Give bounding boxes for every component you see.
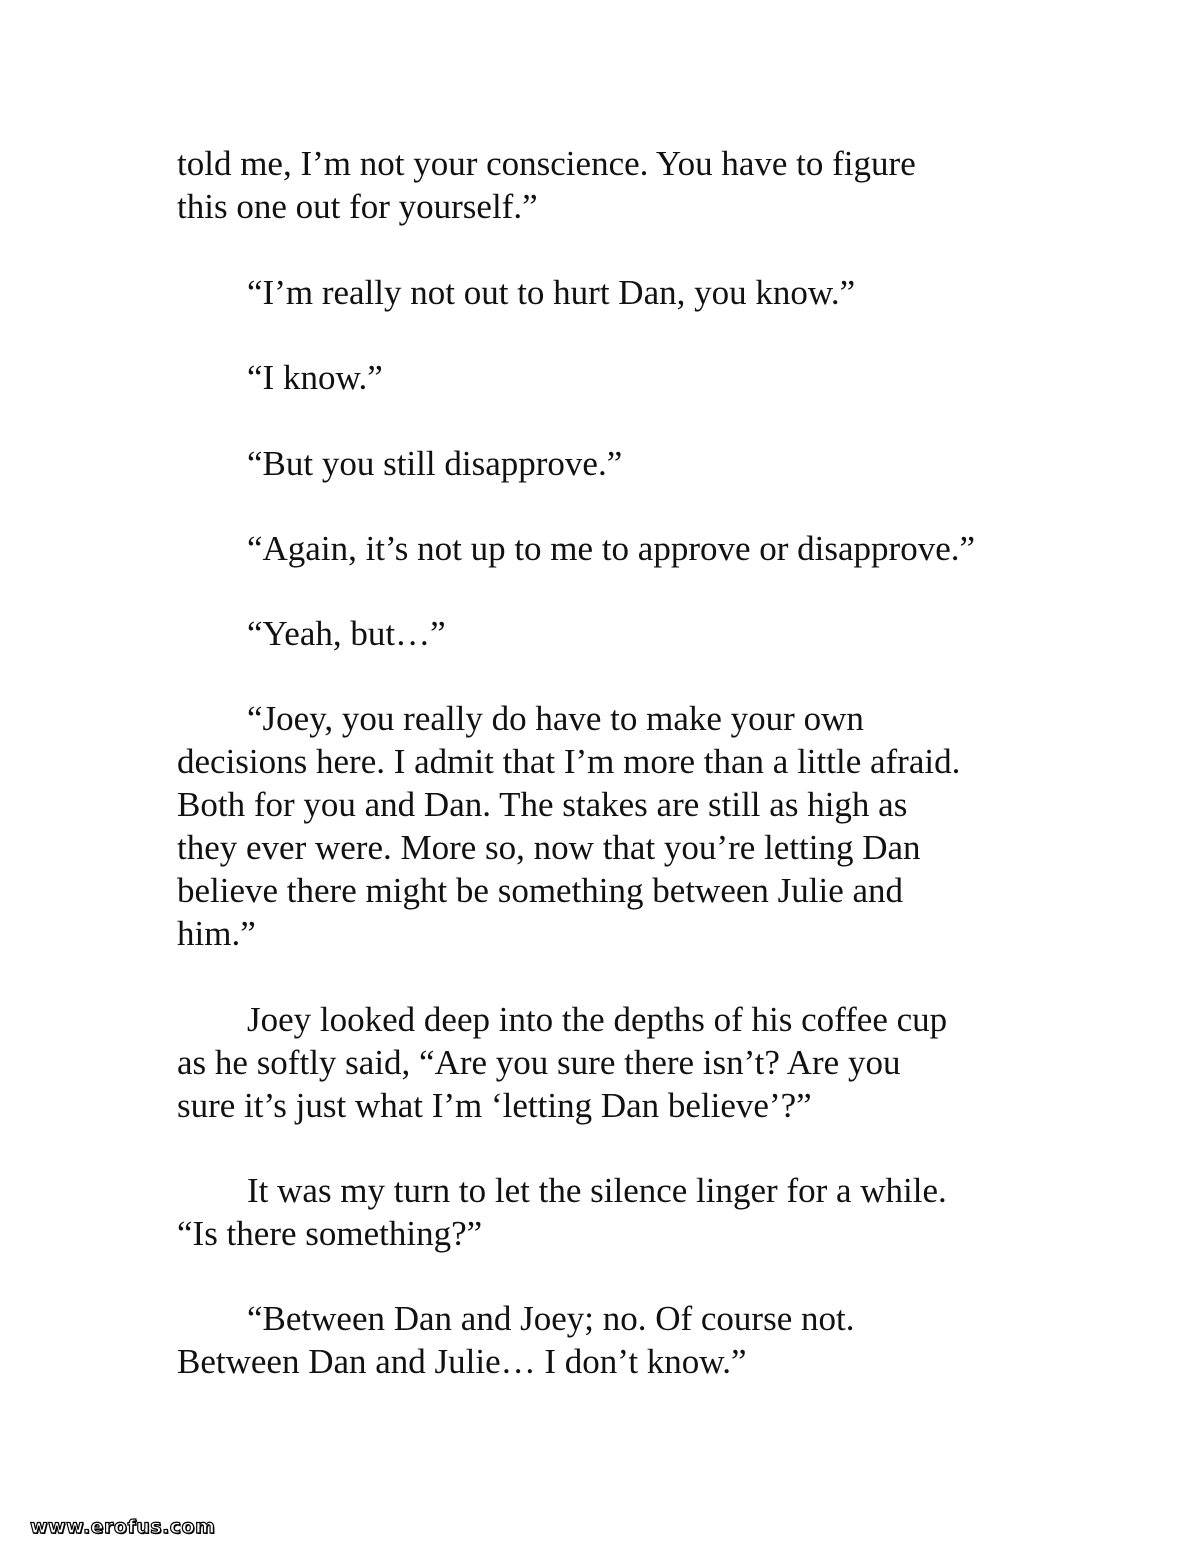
text-line: “Is there something?” [177,1214,483,1253]
text-line: “I know.” [247,358,383,397]
text-line: Both for you and Dan. The stakes are still as high as [177,785,908,824]
text-line: this one out for yourself.” [177,187,538,226]
text-line: decisions here. I admit that I’m more than a little afraid. [177,742,961,781]
text-line: they ever were. More so, now that you’re letting Dan [177,828,921,867]
text-line: as he softly said, “Are you sure there isn’t? Are you [177,1043,901,1082]
text-line: “But you still disapprove.” [247,444,623,483]
text-line: “Again, it’s not up to me to approve or disapprove.” [247,529,976,568]
text-line: “Joey, you really do have to make your own [247,699,864,738]
text-line: sure it’s just what I’m ‘letting Dan believe’?” [177,1086,812,1125]
text-line: “I’m really not out to hurt Dan, you know.” [247,273,856,312]
text-line: believe there might be something between Julie and [177,871,904,910]
site-watermark: www.erofus.com [30,1516,216,1538]
text-line: him.” [177,914,256,953]
text-line: told me, I’m not your conscience. You have to figure [177,144,916,183]
text-line: Joey looked deep into the depths of his coffee cup [247,1000,948,1039]
text-line: It was my turn to let the silence linger for a while. [247,1171,947,1210]
text-line: “Yeah, but…” [247,614,446,653]
text-line: “Between Dan and Joey; no. Of course not. [247,1299,855,1338]
text-line: Between Dan and Julie… I don’t know.” [177,1342,747,1381]
